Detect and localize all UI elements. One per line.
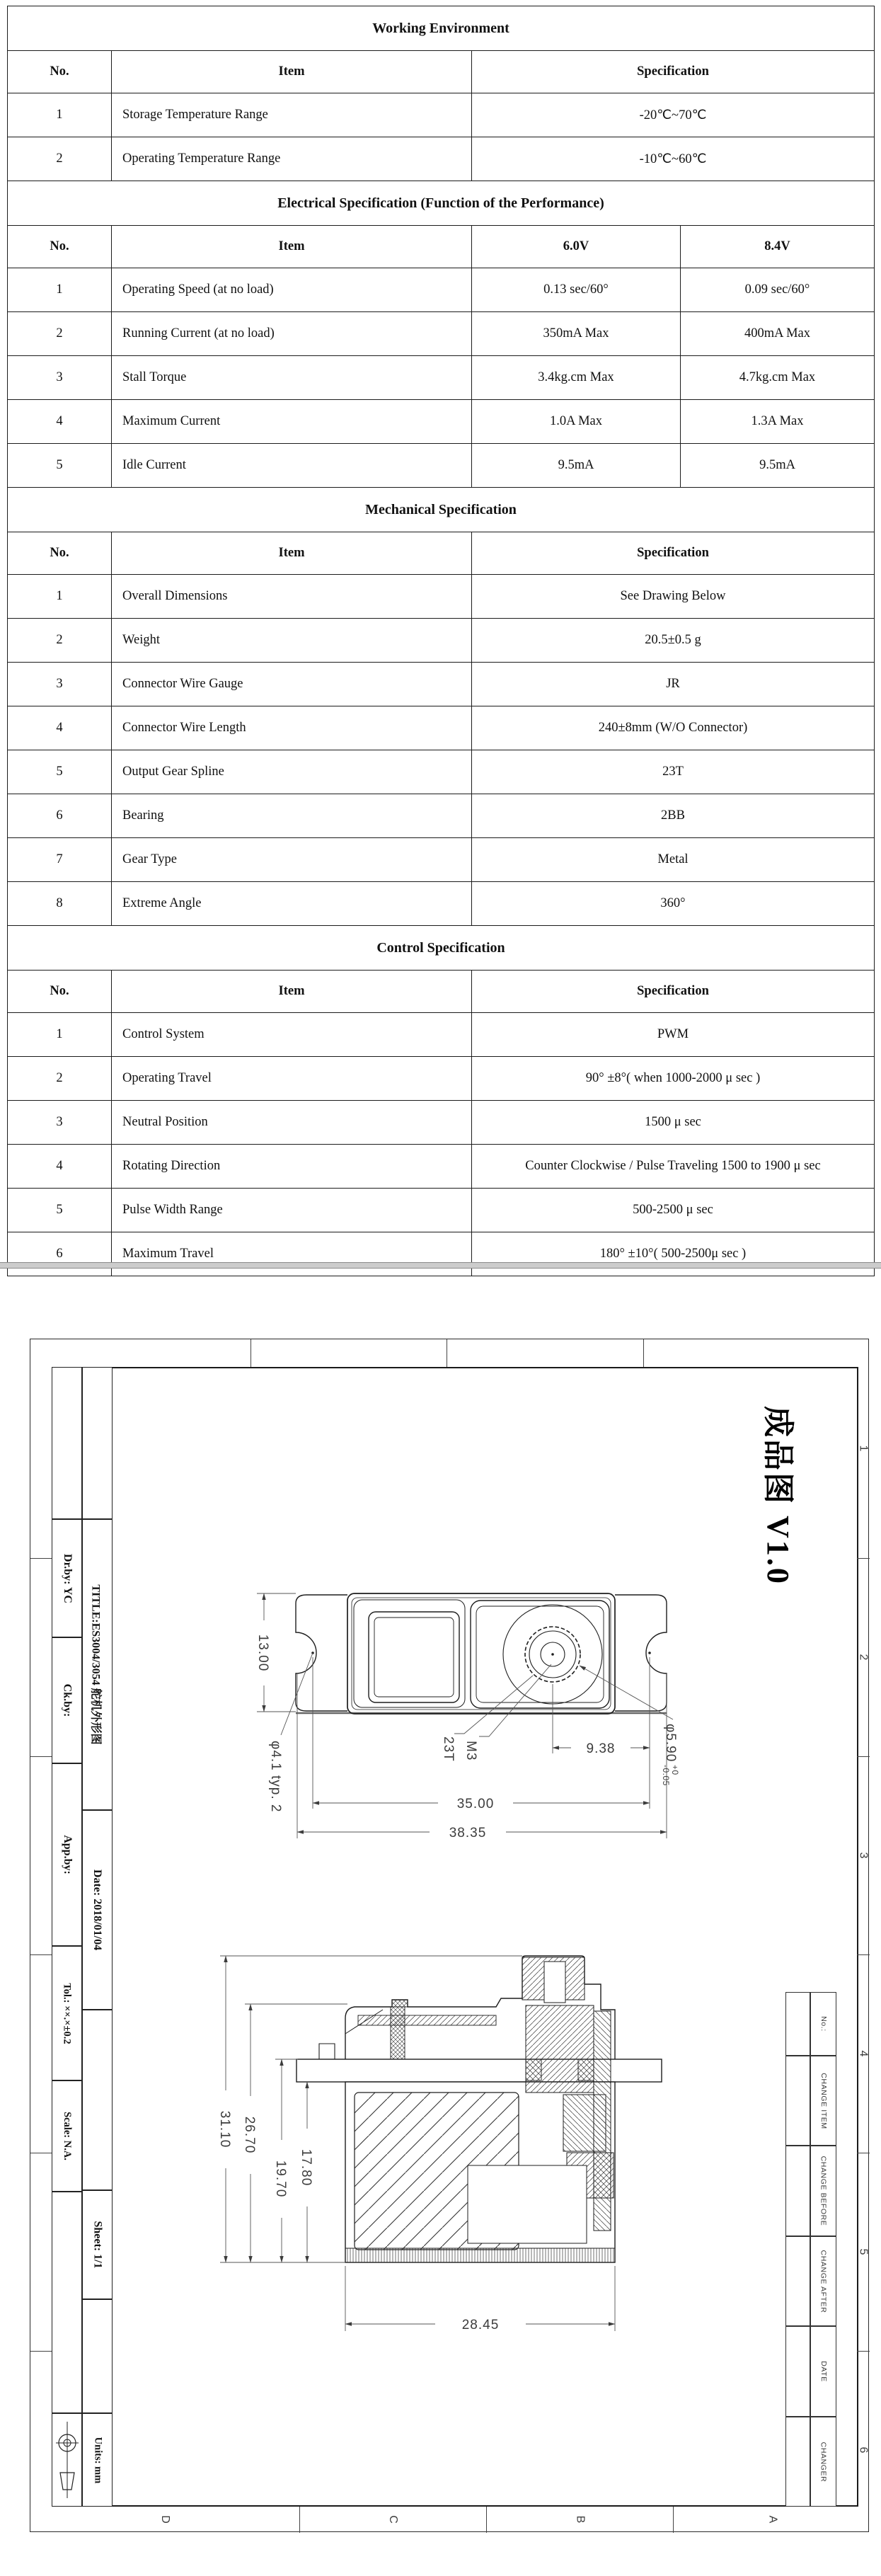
spec-cell: PWM <box>472 1013 875 1057</box>
spec-cell: 2BB <box>472 794 875 838</box>
zone-number: 1 <box>857 1445 869 1452</box>
drawing-sheet: 1 2 3 4 5 6 D C B A 成品图 V1.0 Dr.by: YC Ck.by: App.by: Tol.: ××.×±0.2 Scale: N.A. TITLE:ES3004/3054 舵机外形图 Date: 2018/01/04 Sheet: 1/1 Units: mm No.: CHANGE ITEM CHANGE BEFORE CHANGE AFTER DATE CHANGER 13.00 35.00 38.35 9.38 φ4.1 typ. 2 M3 23T φ5.90 +0 -0.05 31.10 26.70 19.70 17.80 28.45 <box>30 1339 869 2532</box>
item-cell: Control System <box>112 1013 472 1057</box>
spec-data-row <box>8 882 875 926</box>
spec-data-row <box>8 575 875 619</box>
spec-cell: 1.3A Max <box>681 400 875 444</box>
item-cell: Operating Speed (at no load) <box>112 268 472 312</box>
no-cell: 1 <box>8 268 112 312</box>
title-block-tolerance: Tol.: ××.×±0.2 <box>52 1946 82 2080</box>
title-block-projection-cell <box>52 2413 82 2507</box>
no-cell: 1 <box>8 93 112 137</box>
spec-cell: 1500 μ sec <box>472 1101 875 1145</box>
spec-header-cell: Specification <box>472 532 875 575</box>
spec-cell: 240±8mm (W/O Connector) <box>472 706 875 750</box>
item-cell: Connector Wire Length <box>112 706 472 750</box>
spec-cell: -20℃~70℃ <box>472 93 875 137</box>
spec-header-cell: Item <box>112 532 472 575</box>
no-cell: 2 <box>8 1057 112 1101</box>
revision-entry-cell <box>785 1992 810 2056</box>
spec-header-cell: Specification <box>472 971 875 1013</box>
spec-header-cell: 6.0V <box>472 226 681 268</box>
spec-cell: 400mA Max <box>681 312 875 356</box>
title-block-title: TITLE:ES3004/3054 舵机外形图 <box>82 1519 113 1810</box>
revision-entry-cell <box>785 2146 810 2236</box>
label-screw: M3 <box>463 1741 478 1761</box>
spec-section-title-row <box>8 488 875 532</box>
spec-data-row <box>8 838 875 882</box>
item-cell: Stall Torque <box>112 356 472 400</box>
zone-number: 6 <box>857 2446 869 2454</box>
spec-data-row <box>8 619 875 663</box>
title-block-drby: Dr.by: YC <box>52 1519 82 1637</box>
item-cell: Connector Wire Gauge <box>112 663 472 706</box>
specification-table <box>7 6 875 1276</box>
item-cell: Maximum Current <box>112 400 472 444</box>
svg-text:φ5.90: φ5.90 <box>663 1724 678 1763</box>
spec-cell: -10℃~60℃ <box>472 137 875 181</box>
zone-tick-right <box>857 1558 870 1559</box>
no-cell: 2 <box>8 619 112 663</box>
spec-data-row <box>8 312 875 356</box>
spec-cell: 3.4kg.cm Max <box>472 356 681 400</box>
spec-data-row <box>8 706 875 750</box>
no-cell: 4 <box>8 400 112 444</box>
section-divider <box>0 1262 881 1269</box>
zone-tick-left <box>30 1558 52 1559</box>
zone-tick-top <box>643 1339 644 1367</box>
no-cell: 3 <box>8 663 112 706</box>
spec-header-row <box>8 51 875 93</box>
drawing-inner-frame <box>52 1367 858 2507</box>
zone-tick-right <box>857 1756 870 1757</box>
projection-symbol-icon <box>53 2415 81 2505</box>
spec-cell: 20.5±0.5 g <box>472 619 875 663</box>
title-block-empty-cell <box>82 2299 113 2413</box>
item-cell: Running Current (at no load) <box>112 312 472 356</box>
spec-header-row <box>8 226 875 268</box>
dim-height-case: 26.70 <box>242 2116 257 2154</box>
spec-cell: 4.7kg.cm Max <box>681 356 875 400</box>
label-spline: 23T <box>441 1736 456 1762</box>
item-cell: Overall Dimensions <box>112 575 472 619</box>
revision-entry-cell <box>785 2236 810 2326</box>
spec-section-title: Working Environment <box>8 6 875 51</box>
zone-number: 2 <box>857 1654 869 1661</box>
spec-section-title-row <box>8 6 875 51</box>
title-block-sheet: Sheet: 1/1 <box>82 2190 113 2299</box>
dim-hole-pitch: 35.00 <box>456 1797 495 1811</box>
spec-data-row <box>8 356 875 400</box>
spec-data-row <box>8 1232 875 1276</box>
no-cell: 6 <box>8 1232 112 1276</box>
spec-header-cell: Item <box>112 971 472 1013</box>
spec-data-row <box>8 400 875 444</box>
zone-tick-right <box>857 2351 870 2352</box>
item-cell: Storage Temperature Range <box>112 93 472 137</box>
spec-data-row <box>8 1101 875 1145</box>
item-cell: Extreme Angle <box>112 882 472 926</box>
no-cell: 5 <box>8 750 112 794</box>
dim-body-depth: 28.45 <box>461 2318 500 2332</box>
revision-entry-cell <box>785 2417 810 2507</box>
no-cell: 4 <box>8 1145 112 1189</box>
spec-data-row <box>8 663 875 706</box>
zone-tick-left <box>30 1756 52 1757</box>
label-hole-dia: φ4.1 typ. 2 <box>268 1741 283 1813</box>
no-cell: 5 <box>8 1189 112 1232</box>
spec-data-row <box>8 1013 875 1057</box>
title-block-empty-cell <box>52 2192 82 2413</box>
title-block-scale: Scale: N.A. <box>52 2080 82 2192</box>
spec-data-row <box>8 268 875 312</box>
spec-cell: 500-2500 μ sec <box>472 1189 875 1232</box>
spec-section-title: Control Specification <box>8 926 875 971</box>
no-cell: 1 <box>8 575 112 619</box>
spec-data-row <box>8 750 875 794</box>
no-cell: 2 <box>8 312 112 356</box>
zone-letter: D <box>159 2515 171 2524</box>
spec-header-cell: No. <box>8 226 112 268</box>
spec-header-cell: No. <box>8 51 112 93</box>
svg-text:-0.05: -0.05 <box>661 1765 671 1786</box>
revision-header-after: CHANGE AFTER <box>810 2236 836 2326</box>
title-block-empty-cell <box>82 1367 113 1519</box>
dim-overall-width: 38.35 <box>449 1826 487 1841</box>
item-cell: Pulse Width Range <box>112 1189 472 1232</box>
dim-height-upper: 19.70 <box>273 2160 288 2198</box>
spec-cell: 9.5mA <box>472 444 681 488</box>
spec-cell: 90° ±8°( when 1000-2000 μ sec ) <box>472 1057 875 1101</box>
zone-number: 3 <box>857 1852 869 1859</box>
spec-cell: 0.13 sec/60° <box>472 268 681 312</box>
zone-tick-left <box>30 1954 52 1955</box>
item-cell: Output Gear Spline <box>112 750 472 794</box>
title-block-date: Date: 2018/01/04 <box>82 1810 113 2010</box>
spec-cell: Metal <box>472 838 875 882</box>
spec-cell: See Drawing Below <box>472 575 875 619</box>
dim-shaft-offset: 9.38 <box>586 1741 616 1756</box>
no-cell: 6 <box>8 794 112 838</box>
spec-header-cell: No. <box>8 971 112 1013</box>
item-cell: Gear Type <box>112 838 472 882</box>
spec-cell: 0.09 sec/60° <box>681 268 875 312</box>
revision-header-no: No.: <box>810 1992 836 2056</box>
title-block-empty-cell <box>52 1367 82 1519</box>
item-cell: Operating Temperature Range <box>112 137 472 181</box>
spec-cell: JR <box>472 663 875 706</box>
spec-section-title: Mechanical Specification <box>8 488 875 532</box>
item-cell: Maximum Travel <box>112 1232 472 1276</box>
spec-header-cell: No. <box>8 532 112 575</box>
spec-data-row <box>8 93 875 137</box>
spec-header-cell: Item <box>112 226 472 268</box>
revision-entry-cell <box>785 2056 810 2146</box>
spec-cell: 1.0A Max <box>472 400 681 444</box>
spec-section-title-row <box>8 926 875 971</box>
zone-tick-bottom <box>486 2507 487 2533</box>
no-cell: 3 <box>8 1101 112 1145</box>
no-cell: 2 <box>8 137 112 181</box>
svg-text:+0: +0 <box>670 1765 680 1775</box>
zone-letter: C <box>387 2515 399 2524</box>
zone-tick-bottom <box>299 2507 300 2533</box>
zone-letter: A <box>766 2515 778 2524</box>
zone-number: 5 <box>857 2248 869 2255</box>
item-cell: Weight <box>112 619 472 663</box>
spec-data-row <box>8 1145 875 1189</box>
spec-cell: 9.5mA <box>681 444 875 488</box>
revision-header-changer: CHANGER <box>810 2417 836 2507</box>
spec-data-row <box>8 1189 875 1232</box>
spec-data-row <box>8 794 875 838</box>
spec-data-row <box>8 444 875 488</box>
dim-height-shaft: 31.10 <box>217 2110 232 2148</box>
title-block-empty-cell <box>82 2010 113 2190</box>
zone-letter: B <box>573 2515 586 2524</box>
item-cell: Bearing <box>112 794 472 838</box>
spec-section-title: Electrical Specification (Function of the Performance) <box>8 181 875 226</box>
spec-data-row <box>8 137 875 181</box>
item-cell: Operating Travel <box>112 1057 472 1101</box>
title-block-ckby: Ck.by: <box>52 1637 82 1763</box>
no-cell: 1 <box>8 1013 112 1057</box>
spec-cell: 350mA Max <box>472 312 681 356</box>
no-cell: 7 <box>8 838 112 882</box>
revision-header-before: CHANGE BEFORE <box>810 2146 836 2236</box>
zone-tick-left <box>30 2351 52 2352</box>
spec-header-cell: Item <box>112 51 472 93</box>
spec-header-cell: Specification <box>472 51 875 93</box>
no-cell: 4 <box>8 706 112 750</box>
item-cell: Idle Current <box>112 444 472 488</box>
item-cell: Neutral Position <box>112 1101 472 1145</box>
spec-header-row <box>8 532 875 575</box>
spec-cell: 180° ±10°( 500-2500μ sec ) <box>472 1232 875 1276</box>
title-block-appby: App.by: <box>52 1763 82 1946</box>
revision-entry-cell <box>785 2326 810 2417</box>
no-cell: 8 <box>8 882 112 926</box>
spec-cell: 23T <box>472 750 875 794</box>
dim-body-width: 13.00 <box>255 1634 270 1672</box>
spec-data-row <box>8 1057 875 1101</box>
spec-header-cell: 8.4V <box>681 226 875 268</box>
revision-header-item: CHANGE ITEM <box>810 2056 836 2146</box>
spec-cell: Counter Clockwise / Pulse Traveling 1500 to 1900 μ sec <box>472 1145 875 1189</box>
zone-tick-right <box>857 1954 870 1955</box>
spec-header-row <box>8 971 875 1013</box>
zone-number: 4 <box>857 2050 869 2057</box>
no-cell: 5 <box>8 444 112 488</box>
title-block-units: Units: mm <box>82 2413 113 2507</box>
spec-section-title-row <box>8 181 875 226</box>
zone-tick-bottom <box>673 2507 674 2533</box>
dim-height-lower: 17.80 <box>299 2148 313 2187</box>
revision-header-date: DATE <box>810 2326 836 2417</box>
item-cell: Rotating Direction <box>112 1145 472 1189</box>
no-cell: 3 <box>8 356 112 400</box>
spec-cell: 360° <box>472 882 875 926</box>
